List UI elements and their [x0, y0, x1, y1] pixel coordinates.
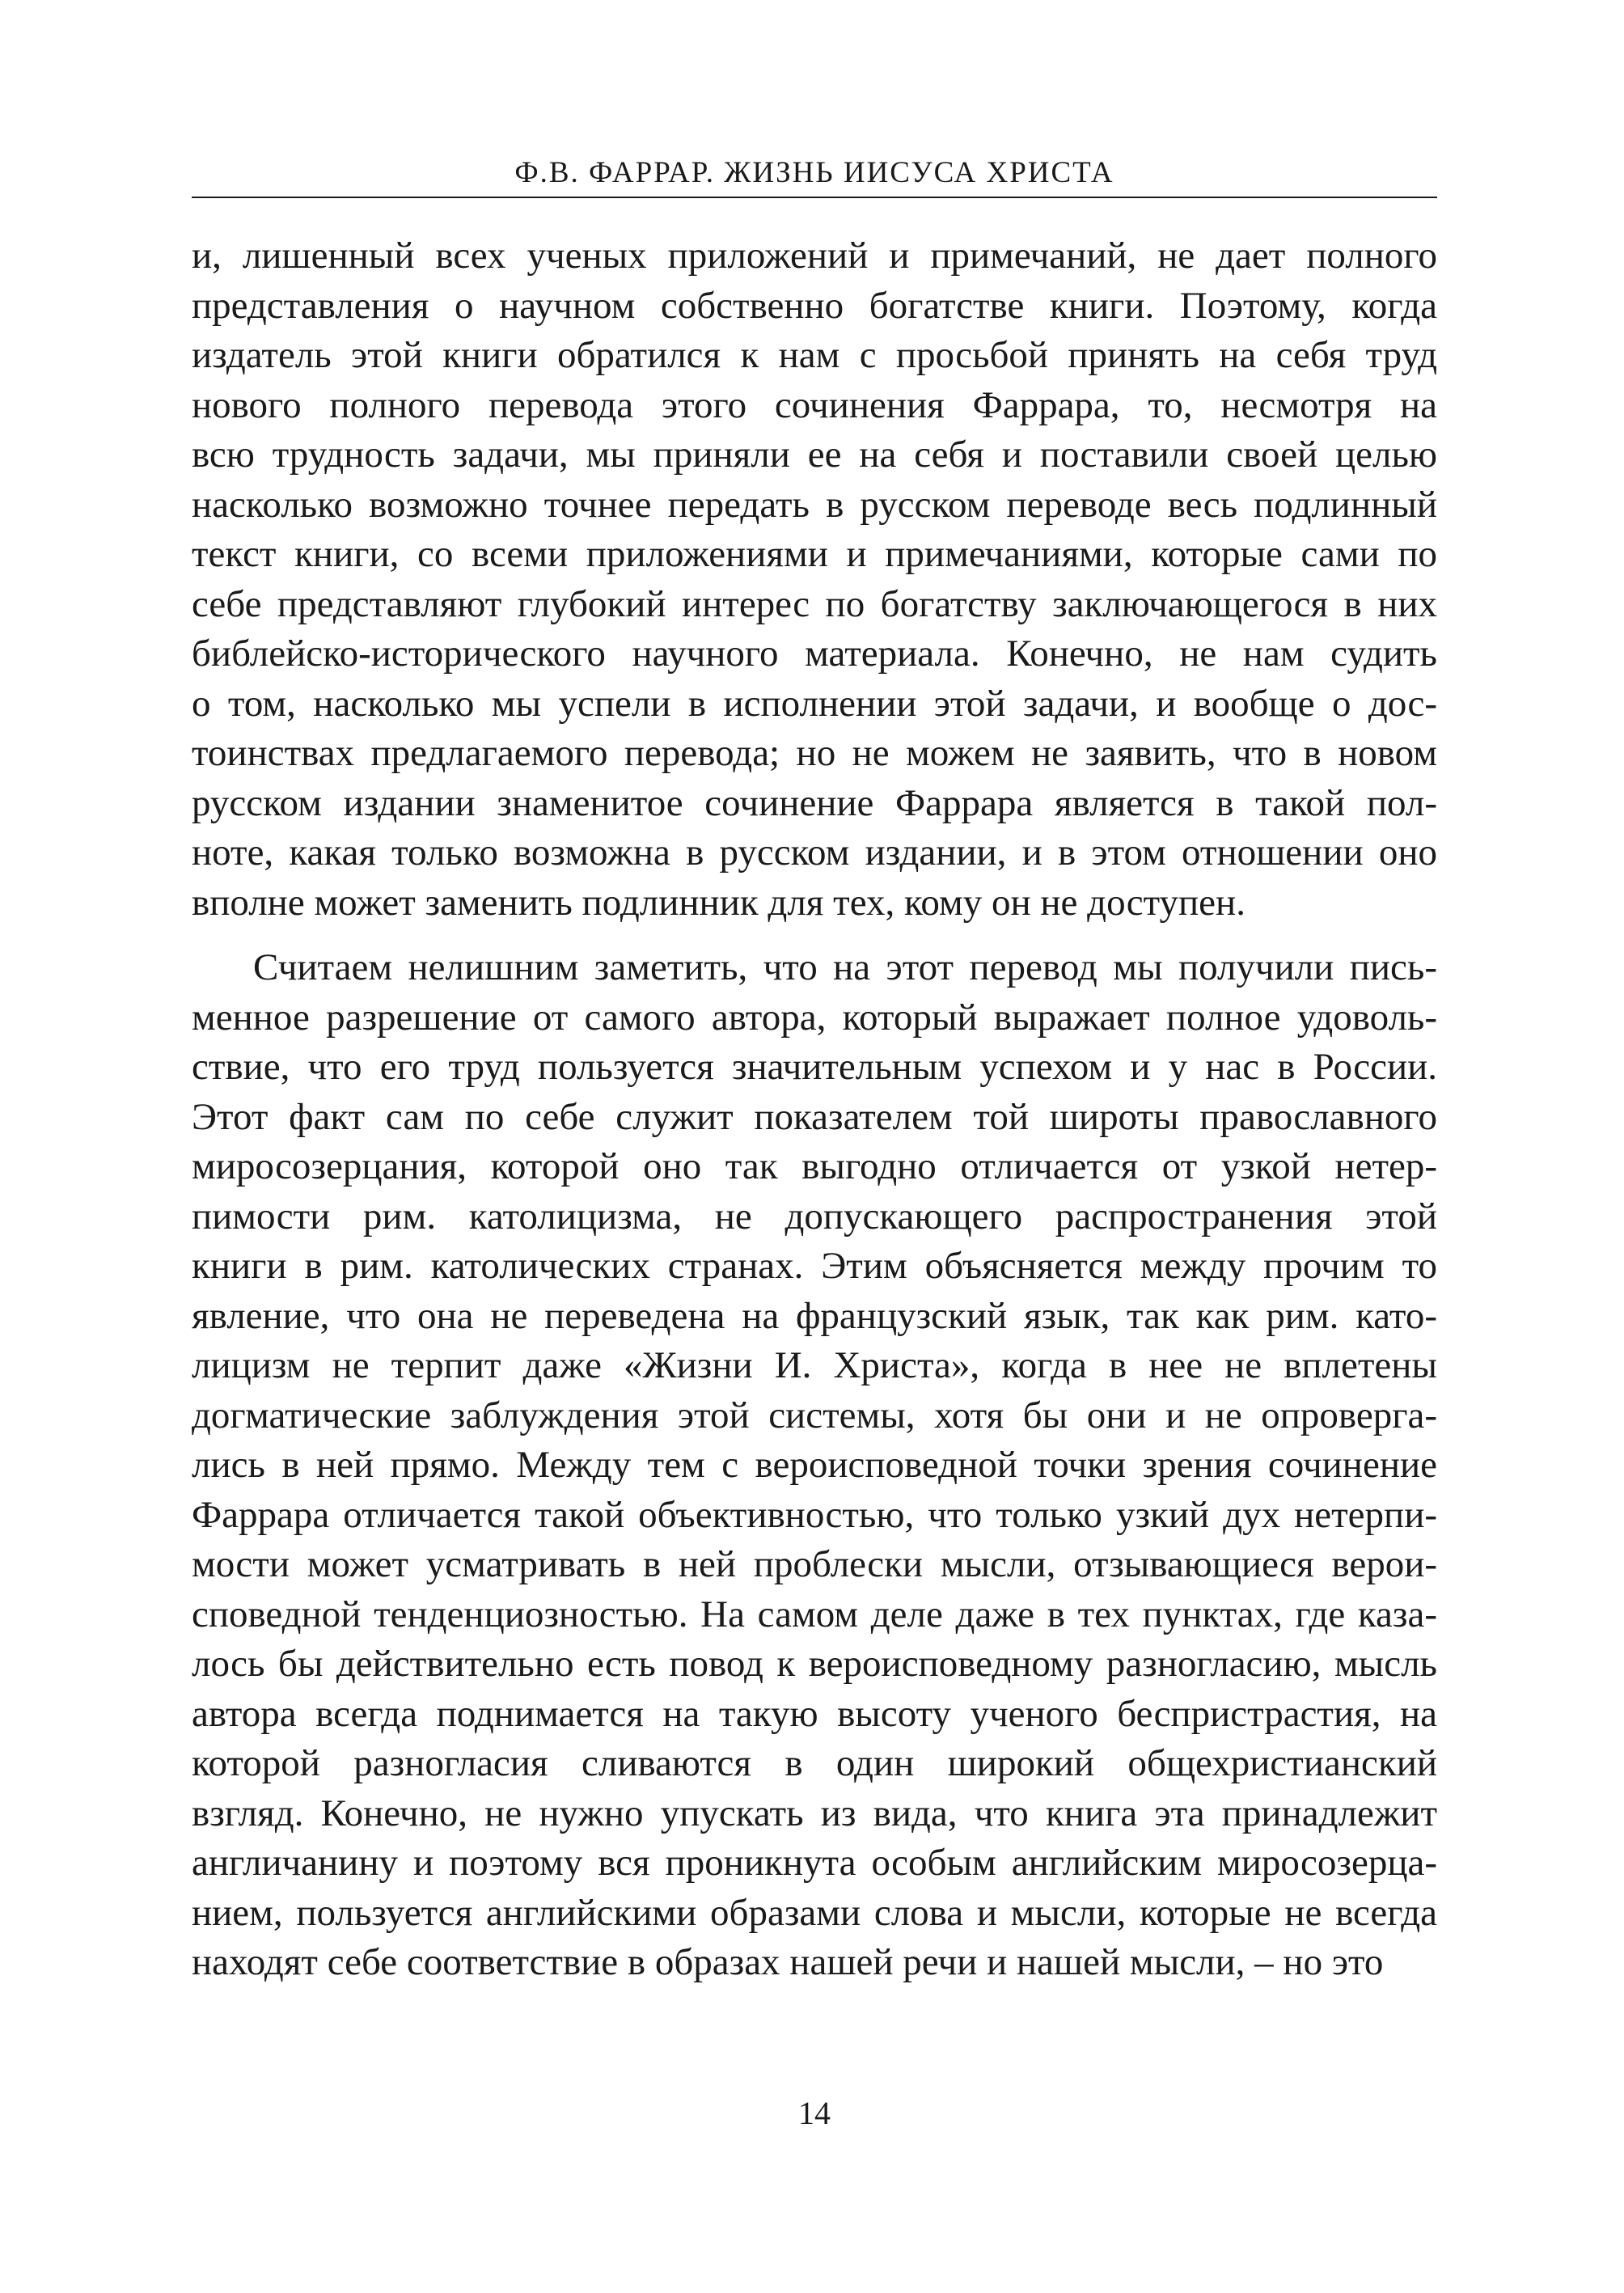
- text-line: Считаем нелишним заметить, что на этот перевод мы получили пись-: [253, 946, 1437, 988]
- text-line: и, лишенный всех ученых приложений и примечаний, не дает полного: [192, 235, 1437, 277]
- text-line: лось бы действительно есть повод к вероисповедному разногласию, мысль: [192, 1643, 1437, 1685]
- text-line: Фаррара отличается такой объективностью, что только узкий дух нетерпи-: [192, 1493, 1437, 1536]
- text-line: ствие, что его труд пользуется значительным успехом и у нас в России.: [192, 1046, 1437, 1088]
- text-line: текст книги, со всеми приложениями и примечаниями, которые сами по: [192, 533, 1437, 575]
- text-line: библейско-исторического научного материала. Конечно, не нам судить: [192, 632, 1437, 675]
- text-line: явление, что она не переведена на французский язык, так как рим. като-: [192, 1294, 1437, 1337]
- text-line: ноте, какая только возможна в русском издании, и в этом отношении оно: [192, 831, 1437, 874]
- text-line: находят себе соответствие в образах нашей речи и нашей мысли, – но это: [192, 1941, 1384, 1983]
- paragraph: [192, 231, 1437, 928]
- text-line: догматические заблуждения этой системы, хотя бы они и не опроверга-: [192, 1394, 1437, 1436]
- text-line: нового полного перевода этого сочинения Фаррара, то, несмотря на: [192, 383, 1437, 426]
- running-header: Ф.В. ФАРРАР. ЖИЗНЬ ИИСУСА ХРИСТА: [514, 156, 1114, 189]
- text-line: русском издании знаменитое сочинение Фаррара является в такой пол-: [192, 781, 1437, 824]
- text-line: нием, пользуется английскими образами слова и мысли, которые не всегда: [192, 1891, 1437, 1934]
- text-line: менное разрешение от самого автора, который выражает полное удоволь-: [192, 996, 1437, 1039]
- text-line: Этот факт сам по себе служит показателем той широты православного: [192, 1095, 1437, 1138]
- text-line: пимости рим. католицизма, не допускающего распространения этой: [192, 1195, 1437, 1237]
- text-line: о том, насколько мы успели в исполнении этой задачи, и вообще о дос-: [192, 682, 1437, 725]
- text-line: представления о научном собственно богатстве книги. Поэтому, когда: [192, 284, 1437, 327]
- text-line: англичанину и поэтому вся проникнута особым английским миросозерца-: [192, 1842, 1437, 1884]
- text-line: всю трудность задачи, мы приняли ее на себя и поставили своей целью: [192, 434, 1437, 476]
- text-line: споведной тенденциозностью. На самом деле даже в тех пунктах, где каза-: [192, 1593, 1437, 1635]
- text-line: тоинствах предлагаемого перевода; но не можем не заявить, что в новом: [192, 732, 1437, 774]
- text-line: мости может усматривать в ней проблески мысли, отзывающиеся верои-: [192, 1543, 1437, 1585]
- text-line: лись в ней прямо. Между тем с вероисповедной точки зрения сочинение: [192, 1444, 1437, 1486]
- text-line: миросозерцания, которой оно так выгодно отличается от узкой нетер-: [192, 1145, 1437, 1187]
- text-line: взгляд. Конечно, не нужно упускать из вида, что книга эта принадлежит: [192, 1792, 1437, 1834]
- text-line: себе представляют глубокий интерес по богатству заключающегося в них: [192, 582, 1437, 625]
- text-line: вполне может заменить подлинник для тех, кому он не доступен.: [192, 881, 1245, 924]
- text-line: издатель этой книги обратился к нам с просьбой принять на себя труд: [192, 334, 1437, 376]
- page-number: 14: [798, 2095, 831, 2131]
- text-line: книги в рим. католических странах. Этим объясняется между прочим то: [192, 1245, 1437, 1287]
- paragraph-gap: [192, 928, 1437, 943]
- text-line: которой разногласия сливаются в один широкий общехристианский: [192, 1742, 1437, 1784]
- paragraph: [192, 943, 1437, 1988]
- text-line: автора всегда поднимается на такую высоту ученого беспристрастия, на: [192, 1692, 1437, 1735]
- text-line: лицизм не терпит даже «Жизни И. Христа», когда в нее не вплетены: [192, 1344, 1437, 1386]
- body-text: [192, 231, 1437, 1988]
- header-rule: [192, 197, 1437, 198]
- text-line: насколько возможно точнее передать в русском переводе весь подлинный: [192, 483, 1437, 526]
